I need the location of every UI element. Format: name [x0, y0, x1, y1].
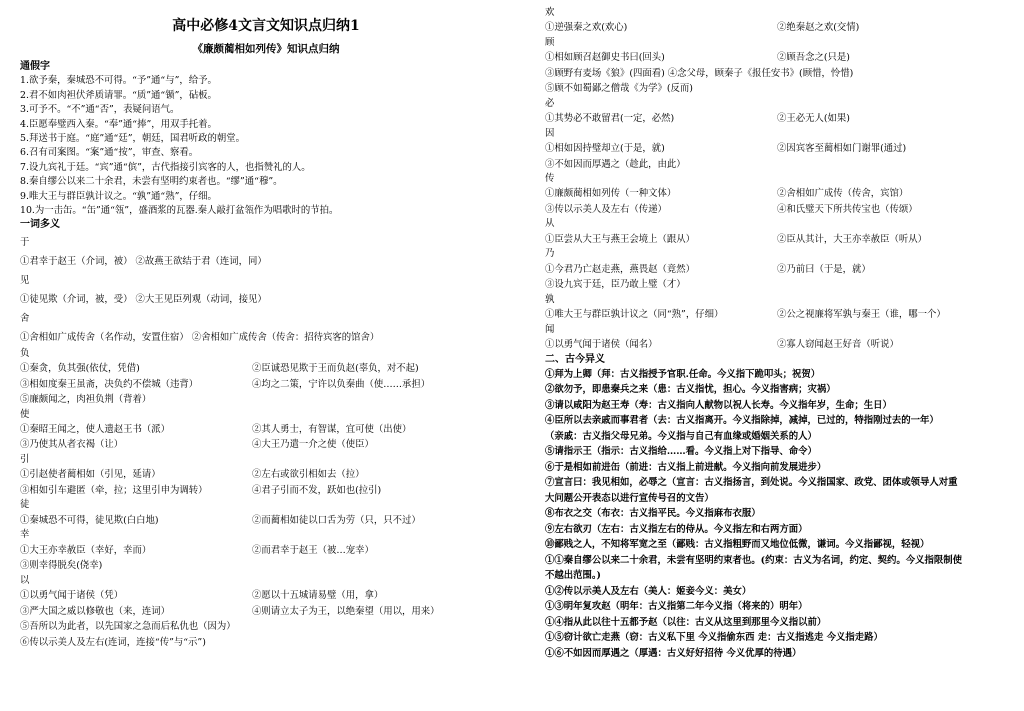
guyi-item: ②欲勿予，即患秦兵之来（患：古义指忧，担心。今义指害病；灾祸） [545, 384, 836, 396]
guyi-item: ①④指从此以往十五都予赵（以往：古义从这里到那里今义指以前） [545, 616, 827, 628]
example-sense: ②顾吾念之(只是) [777, 52, 850, 64]
guyi-item: 大问题公开表态以进行宣传号召的文告） [545, 492, 714, 504]
example-sense: ①相如顾召赵御史书曰(回头) [545, 52, 665, 64]
example-sense: ④大王乃遣一介之使（使臣） [252, 439, 374, 451]
example-sense: ②臣从其计，大王亦幸赦臣（听从） [777, 233, 928, 245]
yiduo-list-right [545, 6, 1017, 353]
example-sense: ③严大国之威以修敬也（来，连词） [20, 605, 171, 617]
guyi-item: （亲戚：古义指父母兄弟。今义指与自己有血缘或婚姻关系的人） [545, 430, 817, 442]
word-example-line [20, 392, 512, 408]
example-sense: ④君子引而不发，跃如也(拉引) [252, 484, 382, 496]
word-example-line: ①舍相如广成传舍（名作动，安置住宿） ②舍相如广成传舍（传舍：招待宾客的馆舍） [20, 331, 380, 343]
guyi-item: 不越出范围。) [545, 570, 601, 582]
word-heading: 欢 [545, 7, 555, 18]
example-sense: ②而蔺相如徒以口舌为劳（只，只不过） [252, 514, 421, 526]
word-example-line [545, 262, 1017, 278]
word-example-line [20, 377, 512, 393]
word-heading: 负 [20, 347, 30, 359]
example-sense: ③传以示美人及左右（传递） [545, 203, 667, 215]
word-heading: 乃 [545, 248, 555, 260]
example-sense: ③顾野有麦场《狼》(四面看) ④念父母，顾秦子《报任安书》(顾惜，怜惜) [545, 67, 854, 79]
guyi-item: ①③明年复攻赵（明年：古义指第二年今义指（将来的）明年） [545, 601, 808, 613]
word-heading: 以 [20, 574, 30, 586]
word-example-line [545, 141, 1017, 157]
example-sense: ④和氏璧天下所共传宝也（传颂） [777, 203, 918, 215]
example-sense: ②愿以十五城请易璧（用，拿） [252, 590, 384, 602]
example-sense: ①廉颇蔺相如列传（一种文体） [545, 188, 677, 200]
example-sense: ③乃使其从者衣褐（让） [20, 439, 124, 451]
word-example-line: ①君幸于赵王（介词，被） ②故燕王欲结于君（连词，同） [20, 255, 267, 267]
word-example-line [545, 337, 1017, 353]
example-sense: ①以勇气闻于诸侯（凭） [20, 590, 124, 602]
word-example-line [20, 558, 512, 574]
section-heading-yiduo: 一词多义 [20, 219, 60, 231]
guyi-item: ①⑤窃计欲亡走燕（窃：古义私下里 今义指偷东西 走：古义指逃走 今义指走路） [545, 632, 883, 644]
word-heading: 传 [545, 173, 555, 185]
word-heading: 幸 [20, 529, 30, 541]
word-example-line [545, 232, 1017, 248]
example-sense: ⑥传以示美人及左右(连词，连接“传”与“示”) [20, 636, 206, 648]
guyi-item: ⑤请指示王（指示：古义指给……看。今义指上对下指导、命令） [545, 446, 817, 458]
section-heading-tongjia: 通假字 [20, 61, 50, 72]
word-example-line [20, 483, 512, 499]
word-example-line [20, 588, 512, 604]
word-example-line [545, 307, 1017, 323]
example-sense: ②公之视廉将军孰与秦王（谁，哪一个） [777, 309, 946, 321]
example-sense: ①大王亦幸赦臣（幸好，幸而） [20, 544, 152, 556]
example-sense: ①相如因持璧却立(于是，就) [545, 143, 665, 155]
word-example-line [545, 111, 1017, 127]
tongjia-item: 5.拜送书于庭。“庭”通“廷”，朝廷，国君听政的朝堂。 [20, 132, 245, 144]
page-subtitle: 《廉颇蔺相如列传》知识点归纳 [192, 43, 340, 55]
guyi-item: ③请以咸阳为赵王寿（寿：古义指向人献物以祝人长寿。今义指年岁，生命；生日） [545, 399, 892, 411]
example-sense: ②而君幸于赵王（被…宠幸） [252, 544, 374, 556]
tongjia-item: 3.可予不。“不”通“否”，表疑问语气。 [20, 104, 180, 116]
example-sense: ①引赵使者蔺相如（引见，延请） [20, 469, 161, 481]
word-heading: 从 [545, 218, 555, 230]
example-sense: ②左右或欲引相如去（拉） [252, 469, 365, 481]
example-sense: ②王必无人(如果) [777, 113, 850, 125]
word-example-line [545, 202, 1017, 218]
word-heading: 顾 [545, 36, 555, 48]
word-heading: 引 [20, 453, 30, 465]
page-title: 高中必修4文言文知识点归纳1 [172, 18, 360, 34]
right-column [545, 6, 1017, 661]
word-example-line [20, 635, 512, 651]
left-column [20, 6, 512, 650]
example-sense: ①臣尝从大王与燕王会境上（跟从） [545, 233, 696, 245]
word-example-line [545, 81, 1017, 97]
section-heading-guyi: 二、古今异义 [545, 353, 605, 365]
word-heading: 于 [20, 236, 30, 248]
word-example-line [20, 619, 512, 635]
example-sense: ③不如因而厚遇之（趁此，由此） [545, 158, 686, 170]
word-example-line [545, 50, 1017, 66]
example-sense: ⑤吾所以为此者，以先国家之急而后私仇也（因为） [20, 621, 236, 633]
word-heading: 孰 [545, 293, 555, 305]
guyi-item: ①⑥不如因而厚遇之（厚遇：古义好好招待 今义优厚的待遇） [545, 647, 802, 659]
example-sense: ②其人勇士，有智谋，宜可使（出使） [252, 423, 412, 435]
word-example-line [545, 20, 1017, 36]
guyi-item: ⑦宣言曰：我见相如，必辱之（宣言：古义指扬言，到处说。今义指国家、政党、团体或领导人对重 [545, 477, 958, 489]
example-sense: ①逆强秦之欢(欢心) [545, 22, 628, 34]
word-example-line [545, 277, 1017, 293]
tongjia-item: 9.唯大王与群臣孰计议之。“孰”通“熟”，仔细。 [20, 190, 217, 202]
word-heading: 徒 [20, 499, 30, 511]
word-example-line [20, 513, 512, 529]
example-sense: ①今君乃亡赵走燕，燕畏赵（竟然） [545, 263, 696, 275]
example-sense: ④均之二策，宁许以负秦曲（使……承担） [252, 378, 431, 390]
example-sense: ④则请立太子为王，以绝秦望（用以，用来） [252, 605, 440, 617]
example-sense: ②寡人窃闻赵王好音（听说） [777, 339, 899, 351]
example-sense: ②绝秦赵之欢(交情) [777, 22, 860, 34]
word-example-line [20, 543, 512, 559]
example-sense: ①以勇气闻于诸侯（闻名） [545, 339, 658, 351]
example-sense: ①秦贪，负其强(依仗，凭借) [20, 363, 140, 375]
example-sense: ⑤顾不如蜀鄙之僧哉《为学》(反而) [545, 83, 693, 95]
guyi-item: ①②传以示美人及左右（美人：姬妾今义：美女） [545, 585, 752, 597]
word-heading: 使 [20, 408, 30, 420]
tongjia-item: 1.欲予秦，秦城恐不可得。“予”通“与”，给予。 [20, 75, 217, 87]
word-heading: 必 [545, 97, 555, 109]
tongjia-list [20, 74, 512, 218]
word-example-line [20, 467, 512, 483]
example-sense: ①秦昭王闻之，使人遗赵王书（派） [20, 423, 171, 435]
guyi-item: ①①秦自缪公以来二十余君，未尝有坚明约束者也。(约束：古义为名词，约定、契约。今义指限制使 [545, 554, 962, 566]
tongjia-item: 6.召有司案图。“案”通“按”，审查、察看。 [20, 147, 199, 159]
word-example-line [545, 186, 1017, 202]
guyi-item: ⑨左右欲刃（左右：古义指左右的侍从。今义指左和右两方面） [545, 523, 808, 535]
word-example-line [20, 437, 512, 453]
example-sense: ③设九宾于廷，臣乃敢上璧（才） [545, 279, 686, 291]
word-example-line [20, 604, 512, 620]
word-heading: 闻 [545, 323, 555, 335]
example-sense: ③相如度秦王虽斋，决负约不偿城（违背） [20, 378, 199, 390]
word-example-line [20, 422, 512, 438]
tongjia-item: 7.设九宾礼于廷。“宾”通“傧”，古代指接引宾客的人，也指赞礼的人。 [20, 161, 311, 173]
word-example-line [20, 361, 512, 377]
tongjia-item: 10.为一击缶。“缶”通“瓴”，盛酒浆的瓦器.秦人敲打盆瓴作为唱歌时的节拍。 [20, 204, 339, 216]
example-sense: ③相如引车避匿（牵，拉；这里引申为调转） [20, 484, 208, 496]
example-sense: ①其势必不敢留君(一定，必然) [545, 113, 675, 125]
example-sense: ②臣诚恐见欺于王而负赵(辜负，对不起) [252, 363, 419, 375]
yiduo-list-left [20, 233, 512, 650]
tongjia-item: 8.秦自缪公以来二十余君，未尝有坚明约束者也。“缪”通“穆”。 [20, 176, 283, 188]
word-heading: 见 [20, 274, 30, 286]
example-sense: ③则幸得脱矣(侥幸) [20, 560, 103, 572]
guyi-item: ④臣所以去亲戚而事君者（去：古义指离开。今义指除掉，减掉，已过的，特指刚过去的一年） [545, 415, 939, 427]
guyi-item: ⑩鄙贱之人，不知将军宽之至（鄙贱：古义指粗野而又地位低微，谦词。今义指鄙视，轻视） [545, 539, 930, 551]
word-example-line [545, 157, 1017, 173]
guyi-item: ⑥于是相如前进缶（前进：古义指上前进献。今义指向前发展进步） [545, 461, 827, 473]
example-sense: ②乃前曰（于是，就） [777, 263, 871, 275]
example-sense: ①唯大王与群臣孰计议之（同“熟”，仔细） [545, 309, 724, 321]
guyi-item: ⑧布衣之交（布衣：古义指平民。今义指麻布衣服） [545, 508, 761, 520]
example-sense: ②因宾客至蔺相如门谢罪(通过) [777, 143, 907, 155]
word-example-line: ①徒见欺（介词，被，受） ②大王见臣列观（动词，接见） [20, 293, 267, 305]
guyi-list [545, 367, 1017, 662]
example-sense: ②舍相如广成传（传舍，宾馆） [777, 188, 909, 200]
word-example-line [545, 66, 1017, 82]
word-heading: 因 [545, 127, 555, 139]
tongjia-item: 2.君不如肉袒伏斧质请罪。“质”通“锧”，砧板。 [20, 89, 217, 101]
tongjia-item: 4.臣愿奉璧西入秦。“奉”通“捧”，用双手托着。 [20, 118, 217, 130]
word-heading: 舍 [20, 312, 30, 324]
example-sense: ⑤廉颇闻之，肉袒负荆（背着） [20, 394, 152, 406]
guyi-item: ①拜为上卿（拜：古义指授予官职.任命。今义指下跪叩头；祝贺） [545, 368, 821, 380]
example-sense: ①秦城恐不可得，徒见欺(白白地) [20, 514, 159, 526]
